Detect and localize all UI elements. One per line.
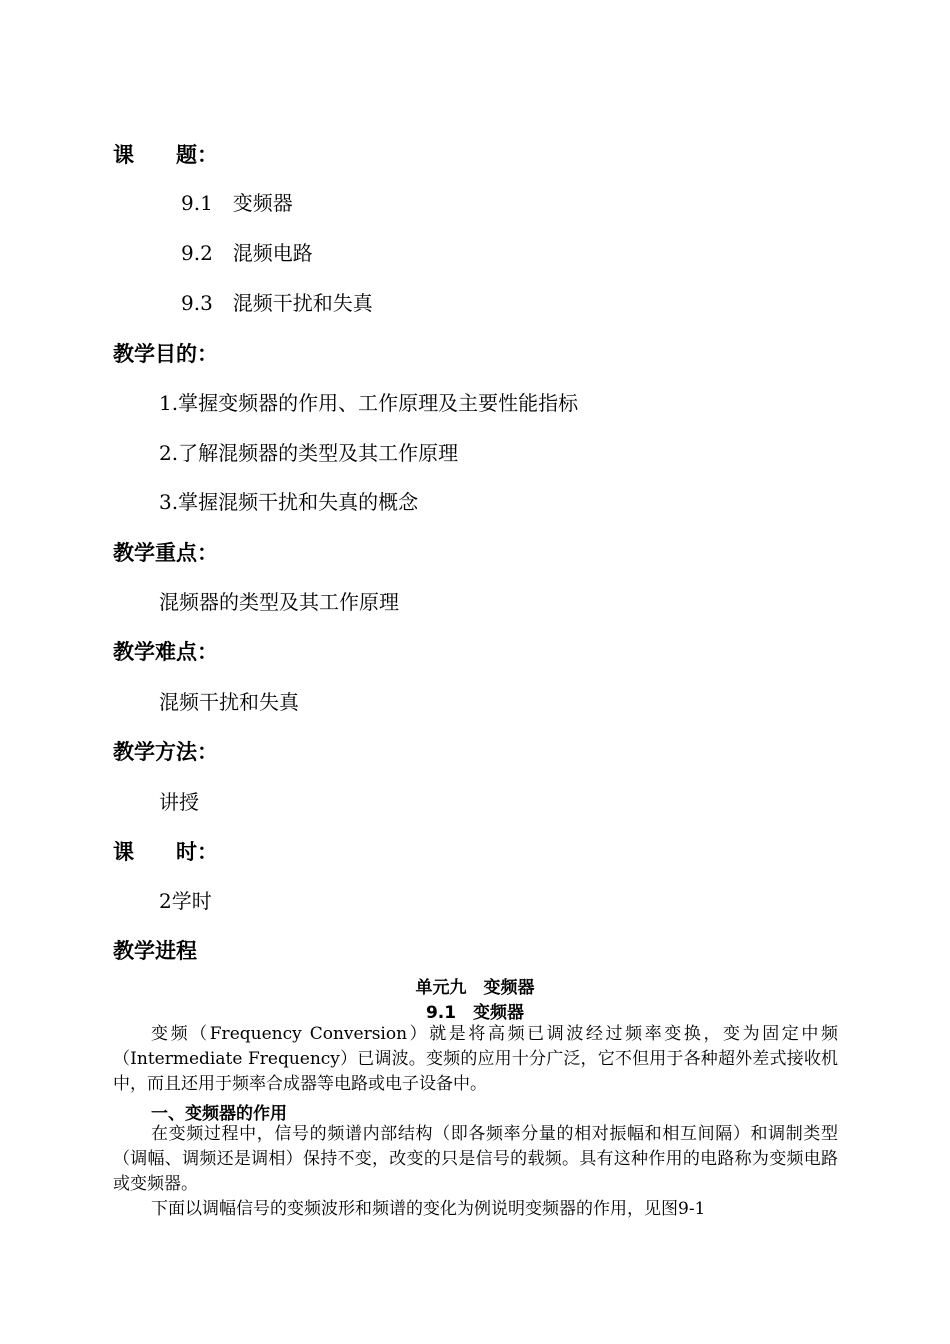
topic-item: 9.2 混频电路 [181,241,313,265]
hours-heading: 课 时： [113,840,218,864]
subsection-title: 一、变频器的作用 [151,1104,287,1124]
methods-text: 讲授 [159,790,199,814]
objective-item: 2.了解混频器的类型及其工作原理 [159,441,459,465]
unit-title: 单元九 变频器 [415,978,535,998]
body-paragraph: 下面以调幅信号的变频波形和频谱的变化为例说明变频器的作用，见图9-1 [151,1199,706,1219]
objectives-heading: 教学目的： [113,342,218,366]
key-points-heading: 教学重点： [113,541,218,565]
hours-text: 2学时 [159,889,212,913]
objective-item: 3.掌握混频干扰和失真的概念 [159,490,419,514]
objective-item: 1.掌握变频器的作用、工作原理及主要性能指标 [159,391,579,415]
progress-heading: 教学进程 [113,939,197,963]
topic-item: 9.1 变频器 [181,191,293,215]
topic-heading: 课 题： [113,143,218,167]
body-paragraph: 在变频过程中，信号的频谱内部结构（即各频率分量的相对振幅和相互间隔）和调制类型（调幅、调频还是调相）保持不变，改变的只是信号的载频。具有这种作用的电路称为变频电路或变频器。 [113,1124,838,1194]
methods-heading: 教学方法： [113,740,218,764]
difficulties-heading: 教学难点： [113,640,218,664]
topic-item: 9.3 混频干扰和失真 [181,291,373,315]
difficulties-text: 混频干扰和失真 [159,690,299,714]
intro-paragraph: 变频（Frequency Conversion）就是将高频已调波经过频率变换，变为固定中频（Intermediate Frequency）已调波。变频的应用十分广泛，它不但用于各种超外差式接收机中，而且还用于频率合成器等电路或电子设备中。 [113,1024,838,1094]
key-points-text: 混频器的类型及其工作原理 [159,590,399,614]
section-title: 9.1 变频器 [425,1003,525,1023]
